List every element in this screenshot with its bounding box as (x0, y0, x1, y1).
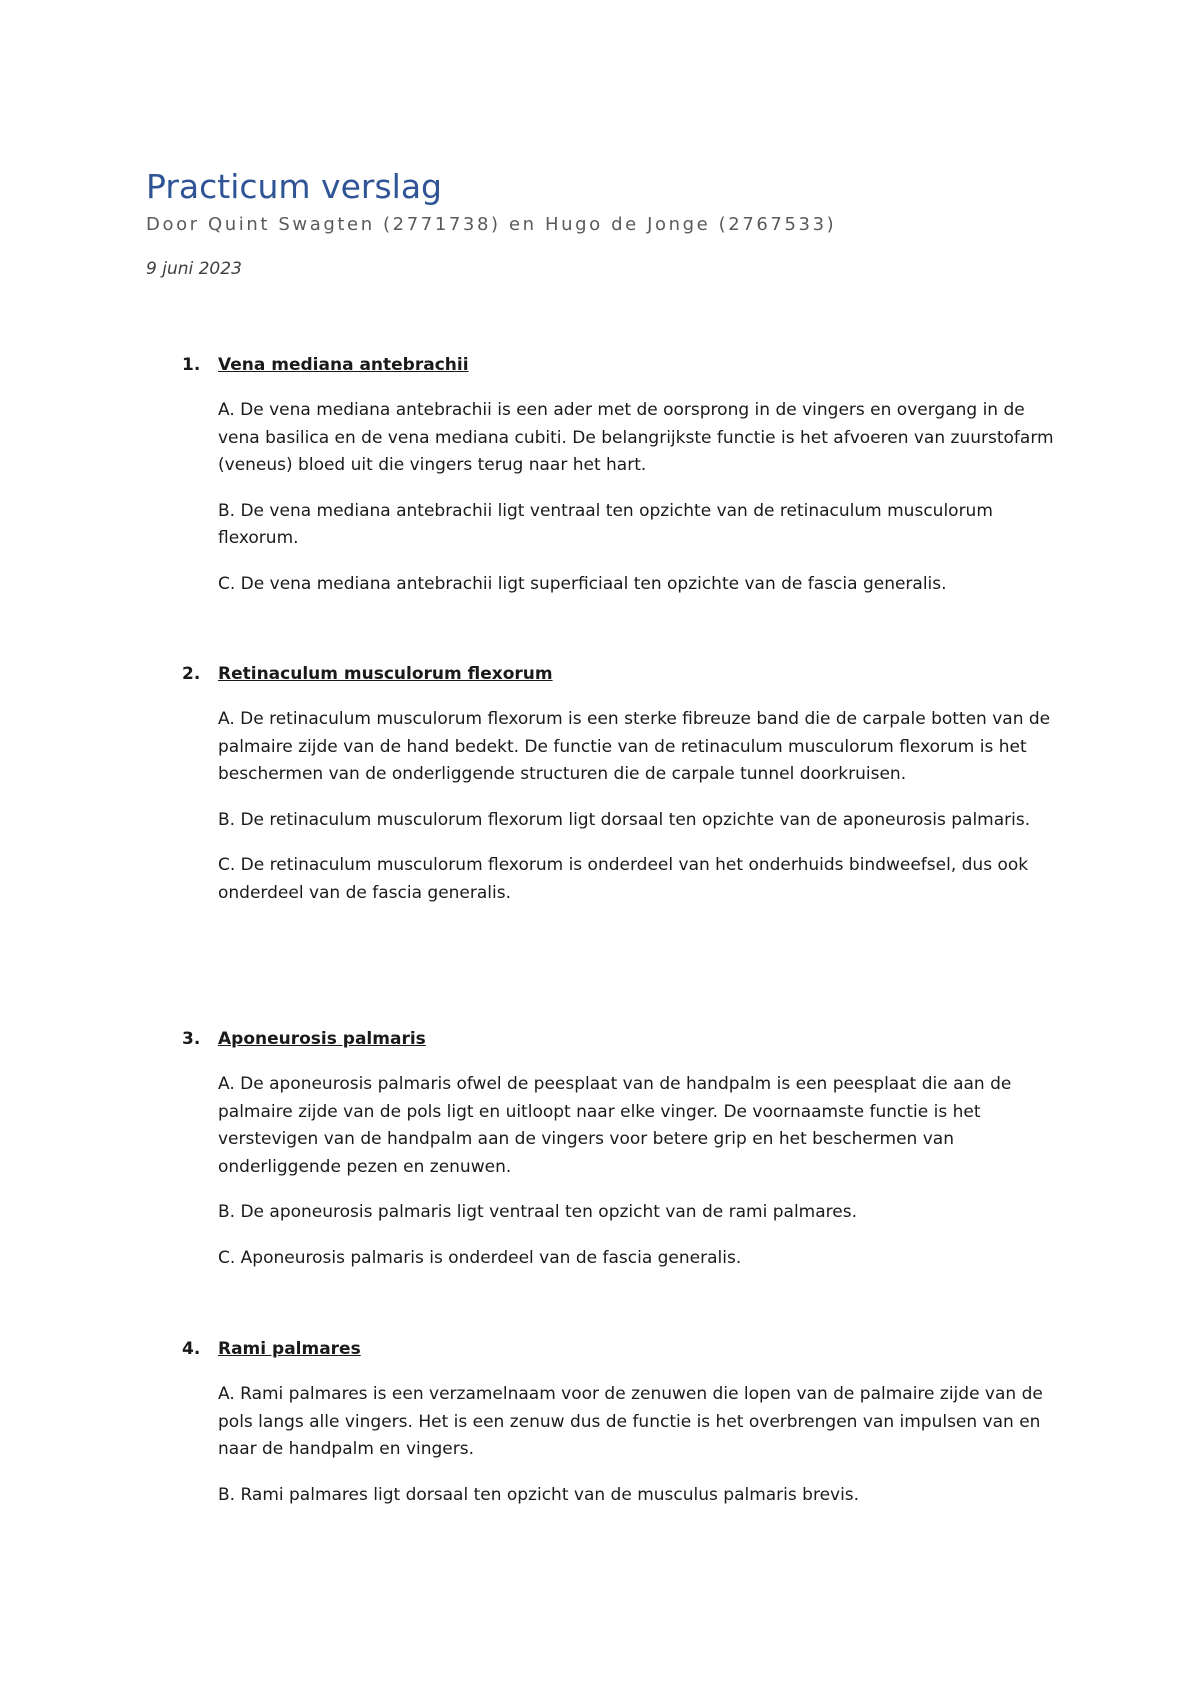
section-body (218, 1071, 1058, 1290)
paragraph-a: A. De retinaculum musculorum flexorum is een sterke fibreuze band die de carpale botten van de palmaire zijde van de hand bedekt. De functie van de retinaculum musculorum flexorum is het beschermen van de onderliggende structuren die de carpale tunnel doorkruisen. (218, 709, 1051, 784)
document-title: Practicum verslag (146, 167, 442, 206)
paragraph-b: B. Rami palmares ligt dorsaal ten opzicht van de musculus palmaris brevis. (218, 1484, 860, 1505)
section-number: 2. (182, 664, 201, 684)
section-heading: Vena mediana antebrachii (218, 355, 469, 375)
paragraph-a: A. Rami palmares is een verzamelnaam voor de zenuwen die lopen van de palmaire zijde van de pols langs alle vingers. Het is een zenuw dus de functie is het overbrengen van impulsen van en naar de handpalm en vingers. (218, 1384, 1043, 1459)
paragraph-b: B. De retinaculum musculorum flexorum ligt dorsaal ten opzichte van de aponeurosis palmaris. (218, 809, 1031, 830)
paragraph-c: C. De vena mediana antebrachii ligt superficiaal ten opzichte van de fascia generalis. (218, 573, 947, 594)
section-heading: Retinaculum musculorum flexorum (218, 664, 553, 684)
section-body (218, 706, 1058, 925)
paragraph-a: A. De aponeurosis palmaris ofwel de peesplaat van de handpalm is een peesplaat die aan de palmaire zijde van de pols ligt en uitloopt naar elke vinger. De voornaamste functie is het verstevigen van de handpalm aan de vingers voor betere grip en het beschermen van onderliggende pezen en zenuwen. (218, 1074, 1012, 1177)
document-subtitle: Door Quint Swagten (2771738) en Hugo de Jonge (2767533) (146, 214, 837, 235)
section-heading: Aponeurosis palmaris (218, 1029, 426, 1049)
section-number: 1. (182, 355, 201, 375)
paragraph-c: C. De retinaculum musculorum flexorum is onderdeel van het onderhuids bindweefsel, dus ook onderdeel van de fascia generalis. (218, 855, 1029, 903)
paragraph-b: B. De vena mediana antebrachii ligt ventraal ten opzichte van de retinaculum musculorum flexorum. (218, 500, 993, 548)
section-body (218, 397, 1058, 616)
paragraph-c: C. Aponeurosis palmaris is onderdeel van de fascia generalis. (218, 1247, 742, 1268)
paragraph-a: A. De vena mediana antebrachii is een ader met de oorsprong in de vingers en overgang in de vena basilica en de vena mediana cubiti. De belangrijkste functie is het afvoeren van zuurstofarm (veneus) bloed uit die vingers terug naar het hart. (218, 400, 1054, 475)
section-number: 4. (182, 1339, 201, 1359)
section-heading: Rami palmares (218, 1339, 361, 1359)
section-number: 3. (182, 1029, 201, 1049)
section-body (218, 1381, 1058, 1527)
paragraph-b: B. De aponeurosis palmaris ligt ventraal ten opzicht van de rami palmares. (218, 1202, 857, 1222)
document-date: 9 juni 2023 (146, 259, 242, 279)
